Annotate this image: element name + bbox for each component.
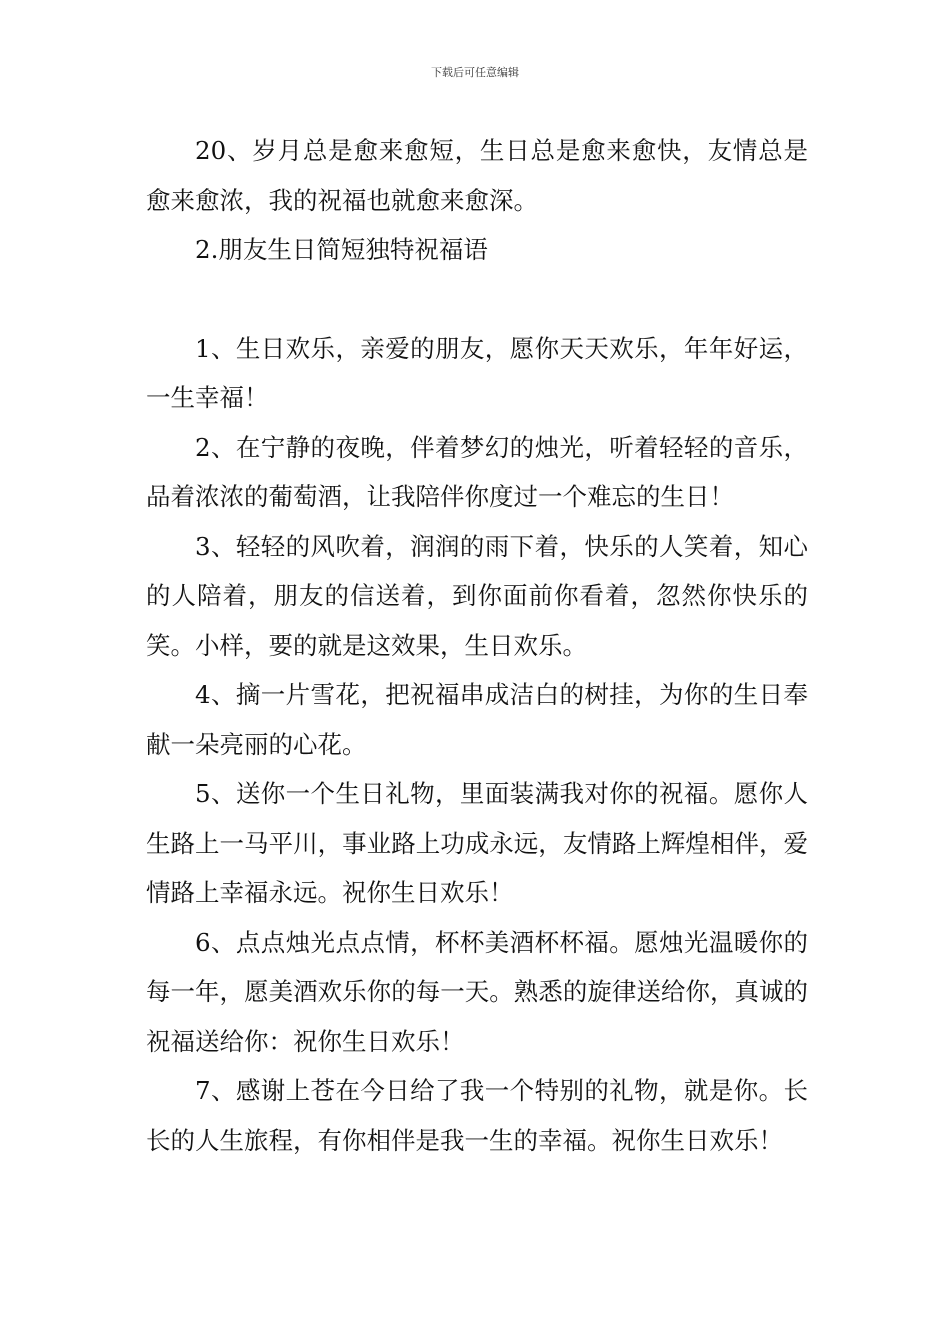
paragraph-5: 5、送你一个生日礼物，里面装满我对你的祝福。愿你人生路上一马平川，事业路上功成永远，友情路上辉煌相伴，爱情路上幸福永远。祝你生日欢乐！	[146, 779, 808, 907]
paragraph-3: 3、轻轻的风吹着，润润的雨下着，快乐的人笑着，知心的人陪着，朋友的信送着，到你面前你看着，忽然你快乐的笑。小样，要的就是这效果，生日欢乐。	[146, 531, 808, 660]
paragraph-20: 20、岁月总是愈来愈短，生日总是愈来愈快，友情总是愈来愈浓，我的祝福也就愈来愈深。	[146, 136, 808, 215]
paragraph-1: 1、生日欢乐，亲爱的朋友，愿你天天欢乐，年年好运，一生幸福！	[146, 333, 808, 412]
section-heading: 2.朋友生日简短独特祝福语	[195, 235, 488, 264]
paragraph-6: 6、点点烛光点点情，杯杯美酒杯杯福。愿烛光温暖你的每一年，愿美酒欢乐你的每一天。熟悉的旋律送给你，真诚的祝福送给你：祝你生日欢乐！	[146, 927, 808, 1056]
paragraph-7: 7、感谢上苍在今日给了我一个特别的礼物，就是你。长长的人生旅程，有你相伴是我一生的幸福。祝你生日欢乐！	[146, 1076, 808, 1155]
document-body	[146, 126, 808, 1165]
paragraph-4: 4、摘一片雪花，把祝福串成洁白的树挂，为你的生日奉献一朵亮丽的心花。	[146, 680, 808, 759]
page-header: 下载后可任意编辑	[431, 66, 519, 79]
paragraph-2: 2、在宁静的夜晚，伴着梦幻的烛光，听着轻轻的音乐，品着浓浓的葡萄酒，让我陪伴你度过一个难忘的生日！	[146, 432, 808, 511]
